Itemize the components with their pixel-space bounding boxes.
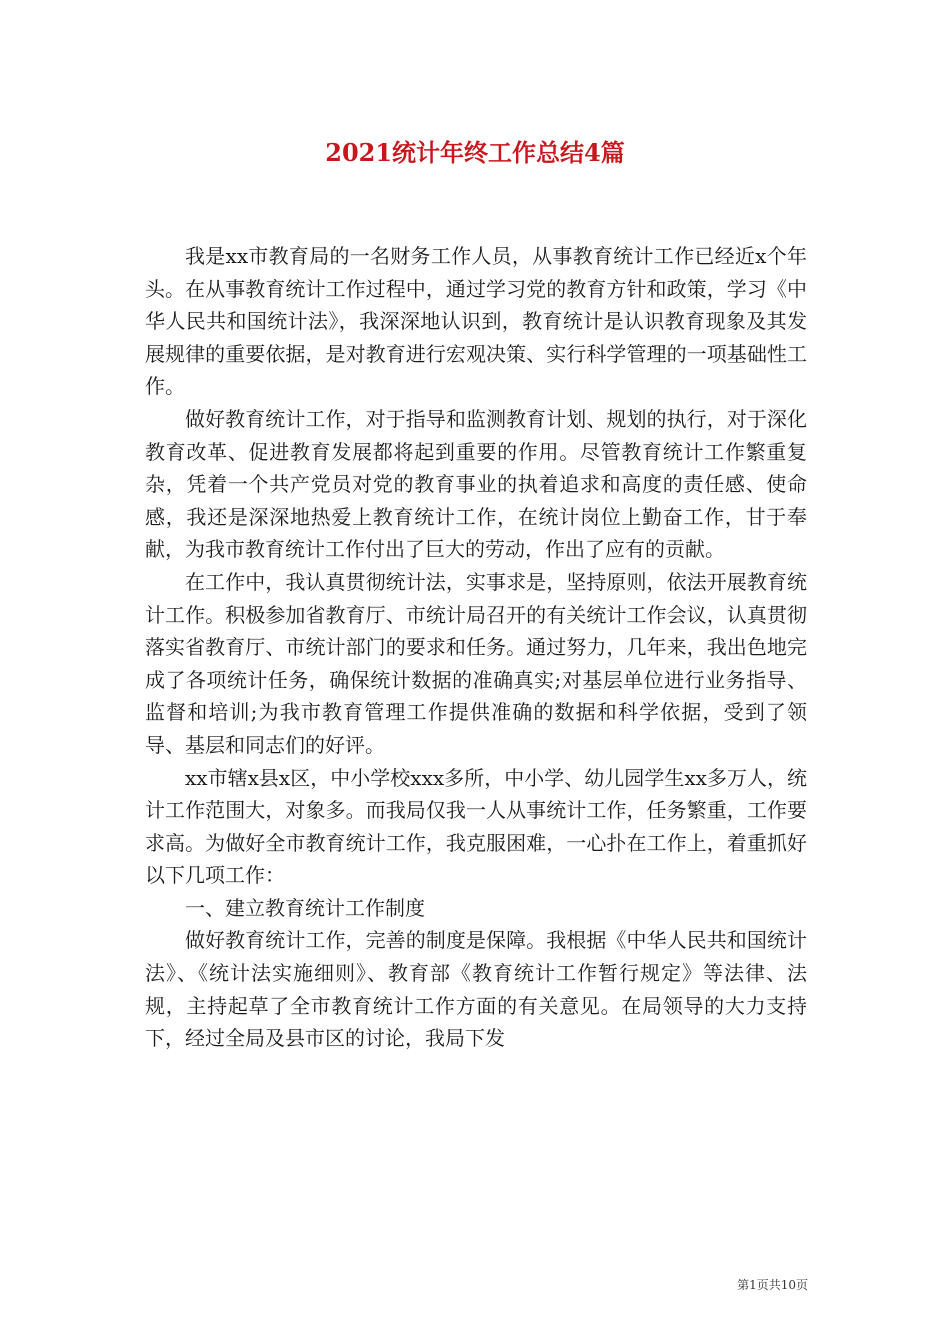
paragraph-system: 做好教育统计工作，完善的制度是保障。我根据《中华人民共和国统计法》、《统计法实施细则》、教育部《教育统计工作暂行规定》等法律、法规，主持起草了全市教育统计工作方面的有关意见。在局领导的大力支持下，经过全局及县市区的讨论，我局下发 xyxy=(145,928,807,1051)
paragraph-importance: 做好教育统计工作，对于指导和监测教育计划、规划的执行，对于深化教育改革、促进教育发展都将起到重要的作用。尽管教育统计工作繁重复杂，凭着一个共产党员对党的教育事业的执着追求和高度的责任感、使命感，我还是深深地热爱上教育统计工作，在统计岗位上勤奋工作，甘于奉献，为我市教育统计工作付出了巨大的劳动，作出了应有的贡献。 xyxy=(145,406,807,562)
paragraph-work-practice: 在工作中，我认真贯彻统计法，实事求是，坚持原则，依法开展教育统计工作。积极参加省教育厅、市统计局召开的有关统计工作会议，认真贯彻落实省教育厅、市统计部门的要求和任务。通过努力，几年来，我出色地完成了各项统计任务，确保统计数据的准确真实;对基层单位进行业务指导、监督和培训;为我市教育管理工作提供准确的数据和科学依据，受到了领导、基层和同志们的好评。 xyxy=(145,569,807,757)
section-heading: 一、建立教育统计工作制度 xyxy=(185,895,425,920)
document-body xyxy=(145,240,807,1055)
page-number-footer: 第1页共10页 xyxy=(737,1278,808,1292)
paragraph-scope: xx市辖x县x区，中小学校xxx多所，中小学、幼儿园学生xx多万人，统计工作范围大，对象多。而我局仅我一人从事统计工作，任务繁重，工作要求高。为做好全市教育统计工作，我克服困难，一心扑在工作上，着重抓好以下几项工作： xyxy=(145,765,807,888)
document-title: 2021统计年终工作总结4篇 xyxy=(325,138,625,167)
paragraph-intro: 我是xx市教育局的一名财务工作人员，从事教育统计工作已经近x个年头。在从事教育统计工作过程中，通过学习党的教育方针和政策，学习《中华人民共和国统计法》，我深深地认识到，教育统计是认识教育现象及其发展规律的重要依据，是对教育进行宏观决策、实行科学管理的一项基础性工作。 xyxy=(145,244,807,399)
